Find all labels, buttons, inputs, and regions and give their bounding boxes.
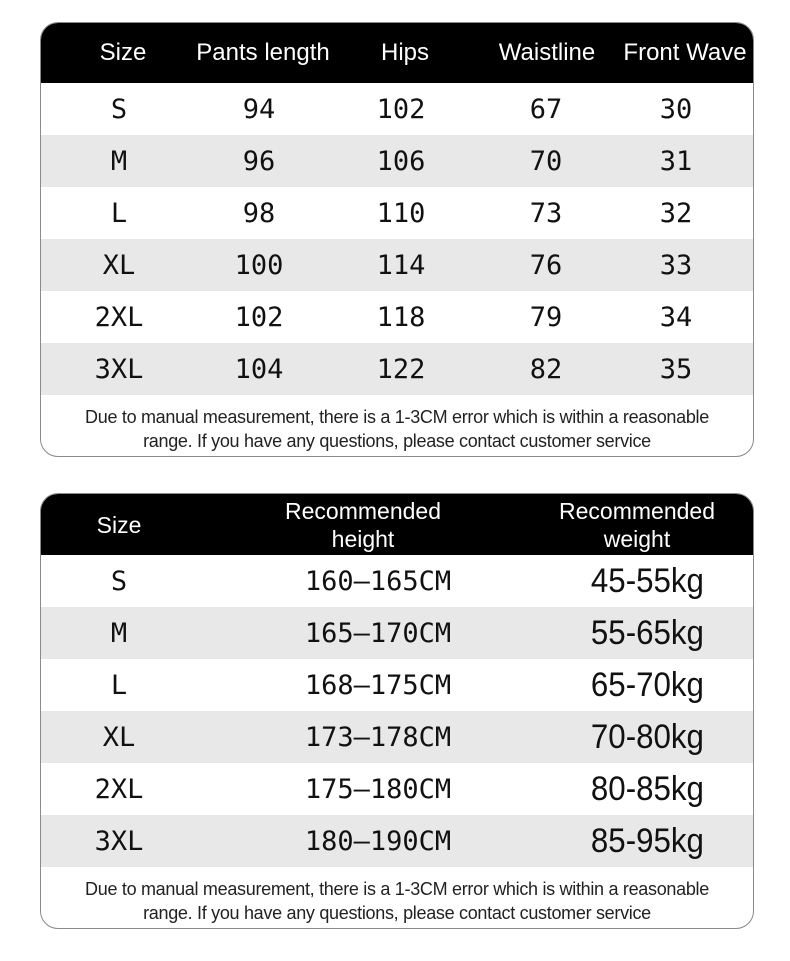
- cell-front-wave: 31: [659, 145, 693, 177]
- table-header: [41, 494, 753, 555]
- cell-size: 2XL: [94, 773, 144, 805]
- cell-recommended-height: 173–178CM: [304, 721, 452, 753]
- table-row: [41, 187, 753, 239]
- measurement-size-table: [40, 22, 754, 457]
- cell-front-wave: 35: [659, 353, 693, 385]
- cell-recommended-weight: 55-65kg: [590, 613, 704, 652]
- cell-pants-length: 102: [234, 301, 284, 333]
- note-line-1: Due to manual measurement, there is a 1-3CM error which is within a reasonable: [85, 879, 709, 899]
- header-size: Size: [99, 39, 147, 66]
- cell-size: S: [110, 565, 128, 597]
- cell-recommended-weight: 65-70kg: [590, 665, 704, 704]
- cell-size: M: [110, 617, 128, 649]
- cell-waistline: 73: [529, 197, 563, 229]
- table-row: [41, 659, 753, 711]
- note-line-2: range. If you have any questions, please contact customer service: [143, 903, 651, 923]
- recommendation-size-table: [40, 493, 754, 929]
- table-header: [41, 23, 753, 83]
- cell-size: 2XL: [94, 301, 144, 333]
- cell-recommended-height: 175–180CM: [304, 773, 452, 805]
- header-pants-length: Pants length: [196, 39, 330, 66]
- cell-recommended-height: 160–165CM: [304, 565, 452, 597]
- table-row: [41, 83, 753, 135]
- table-row: [41, 711, 753, 763]
- cell-recommended-weight: 45-55kg: [590, 561, 704, 600]
- cell-size: S: [110, 93, 128, 125]
- cell-size: M: [110, 145, 128, 177]
- header-hips: Hips: [380, 39, 429, 66]
- cell-recommended-weight: 70-80kg: [590, 717, 704, 756]
- cell-hips: 118: [376, 301, 426, 333]
- cell-front-wave: 30: [659, 93, 693, 125]
- table-body: [41, 555, 753, 867]
- cell-hips: 102: [376, 93, 426, 125]
- cell-size: 3XL: [94, 825, 144, 857]
- header-front-wave: Front Wave: [623, 39, 747, 66]
- cell-recommended-weight: 85-95kg: [590, 821, 704, 860]
- measurement-note: [41, 405, 753, 453]
- cell-recommended-height: 165–170CM: [304, 617, 452, 649]
- cell-hips: 114: [376, 249, 426, 281]
- cell-pants-length: 100: [234, 249, 284, 281]
- cell-size: 3XL: [94, 353, 144, 385]
- table-body: [41, 83, 753, 395]
- header-recommended-height: Recommended height: [285, 497, 441, 552]
- cell-waistline: 79: [529, 301, 563, 333]
- cell-waistline: 82: [529, 353, 563, 385]
- header-recommended-weight: Recommended weight: [559, 497, 715, 552]
- note-line-1: Due to manual measurement, there is a 1-3CM error which is within a reasonable: [85, 407, 709, 427]
- table-row: [41, 607, 753, 659]
- header-waistline: Waistline: [498, 39, 596, 66]
- table-row: [41, 555, 753, 607]
- table-row: [41, 291, 753, 343]
- cell-size: L: [110, 197, 128, 229]
- cell-pants-length: 98: [242, 197, 276, 229]
- cell-recommended-height: 168–175CM: [304, 669, 452, 701]
- cell-pants-length: 94: [242, 93, 276, 125]
- cell-hips: 110: [376, 197, 426, 229]
- table-row: [41, 763, 753, 815]
- cell-size: XL: [102, 249, 136, 281]
- table-row: [41, 815, 753, 867]
- table-row: [41, 239, 753, 291]
- header-size: Size: [96, 511, 142, 538]
- table-row: [41, 343, 753, 395]
- cell-waistline: 70: [529, 145, 563, 177]
- cell-recommended-weight: 80-85kg: [590, 769, 704, 808]
- measurement-note: [41, 877, 753, 925]
- cell-front-wave: 32: [659, 197, 693, 229]
- cell-front-wave: 33: [659, 249, 693, 281]
- note-line-2: range. If you have any questions, please contact customer service: [143, 431, 651, 451]
- cell-pants-length: 104: [234, 353, 284, 385]
- cell-hips: 106: [376, 145, 426, 177]
- cell-waistline: 76: [529, 249, 563, 281]
- cell-pants-length: 96: [242, 145, 276, 177]
- cell-recommended-height: 180–190CM: [304, 825, 452, 857]
- cell-hips: 122: [376, 353, 426, 385]
- cell-size: XL: [102, 721, 136, 753]
- cell-waistline: 67: [529, 93, 563, 125]
- cell-front-wave: 34: [659, 301, 693, 333]
- cell-size: L: [110, 669, 128, 701]
- table-row: [41, 135, 753, 187]
